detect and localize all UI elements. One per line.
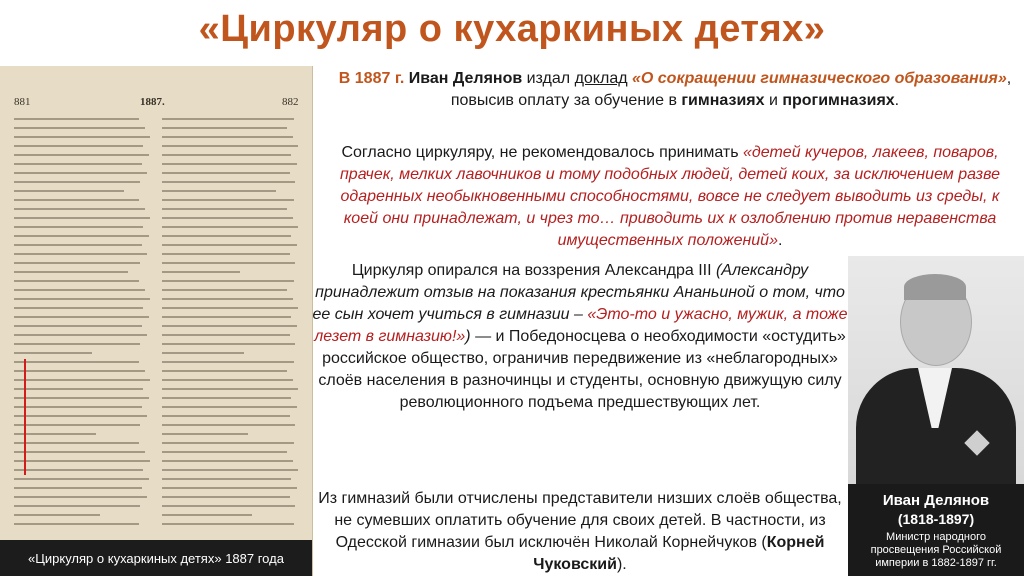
document-text-line <box>14 523 139 525</box>
document-text-line <box>162 505 295 507</box>
intro-and: и <box>764 92 783 109</box>
document-text-line <box>162 262 295 264</box>
document-text-line <box>14 271 128 273</box>
document-text-line <box>14 415 147 417</box>
document-text-line <box>162 307 298 309</box>
document-text-line <box>14 487 142 489</box>
document-text-line <box>14 298 150 300</box>
document-text-line <box>162 154 291 156</box>
document-text-line <box>162 118 294 120</box>
document-text-line <box>162 316 291 318</box>
document-text-line <box>14 172 147 174</box>
document-text-line <box>14 118 139 120</box>
intro-year: В 1887 г. <box>338 70 405 87</box>
portrait-role: Министр народного просвещения Российской империи в 1882-1897 гг. <box>870 531 1002 569</box>
document-text-line <box>162 127 287 129</box>
document-page-right: 882 <box>282 96 299 108</box>
basis-quote: «Это-то и ужасно, мужик, а тоже лезет в гимназию!» <box>314 306 848 345</box>
portrait-name: Иван Делянов <box>882 492 990 509</box>
document-text-line <box>14 307 143 309</box>
document-text-line <box>162 388 298 390</box>
document-text-line <box>14 316 149 318</box>
document-text-line <box>162 253 290 255</box>
document-text-line <box>14 217 150 219</box>
document-text-line <box>14 181 140 183</box>
document-text-line <box>162 334 290 336</box>
document-text-line <box>162 235 291 237</box>
document-text-line <box>162 280 294 282</box>
document-text-line <box>162 379 293 381</box>
expulsion-name: Корней Чуковский <box>533 534 825 573</box>
portrait-caption <box>848 484 1024 576</box>
portrait-years: (1818-1897) <box>897 511 975 527</box>
document-text-line <box>162 478 291 480</box>
document-text-line <box>14 127 145 129</box>
document-text-line <box>162 442 294 444</box>
intro-gymnasiums: гимназиях <box>681 92 765 109</box>
portrait-photo <box>848 256 1024 484</box>
document-text-line <box>14 343 140 345</box>
intro-name: Иван Делянов <box>404 70 523 87</box>
paragraph-intro <box>330 68 1020 112</box>
document-text-line <box>162 352 244 354</box>
expulsion-close: ). <box>616 556 627 573</box>
intro-text-2: , повысив оплату за обучение в <box>450 70 1012 109</box>
document-text-line <box>14 325 142 327</box>
document-text-line <box>162 136 293 138</box>
document-text-line <box>162 172 290 174</box>
document-text-line <box>14 370 145 372</box>
document-text-line <box>162 181 295 183</box>
document-text-line <box>14 280 139 282</box>
intro-period: . <box>894 92 900 109</box>
circular-lead: Согласно циркуляру, не рекомендовалось принимать <box>341 144 744 161</box>
document-text-line <box>14 442 139 444</box>
document-text-line <box>162 190 276 192</box>
document-text-line <box>14 505 140 507</box>
basis-aside-close: ) <box>465 328 471 345</box>
document-text-line <box>14 226 143 228</box>
document-text-line <box>162 163 297 165</box>
document-text-line <box>162 451 287 453</box>
basis-rest: — и Победоносцева о необходимости «остудить» российское общество, ограничив передвижение из «неблагородных» слоёв населения в разночинцы и студенты, основную движущую силу революционного подъема предшествующих лет. <box>318 328 846 411</box>
document-text-line <box>162 523 294 525</box>
document-text-line <box>14 406 142 408</box>
document-text-line <box>14 199 139 201</box>
basis-lead: Циркуляр опирался на воззрения Александра III <box>351 262 716 279</box>
document-text-line <box>14 244 142 246</box>
document-year: 1887. <box>140 96 165 108</box>
document-text-line <box>14 496 147 498</box>
document-text-line <box>14 469 143 471</box>
document-text-line <box>162 370 287 372</box>
slide-title: «Циркуляр о кухаркиных детях» <box>198 8 826 50</box>
document-text-line <box>162 343 295 345</box>
document-text-line <box>14 253 147 255</box>
document-text-line <box>14 145 143 147</box>
document-text-line <box>14 262 140 264</box>
circular-period: . <box>777 232 783 249</box>
document-text-line <box>162 424 295 426</box>
portrait-hair <box>904 274 966 300</box>
basis-aside: (Александру принадлежит отзыв на показания крестьянки Ананьиной о том, что ее сын хочет учиться в гимназии – <box>312 262 845 323</box>
document-text-line <box>14 361 139 363</box>
document-text-line <box>14 289 145 291</box>
document-text-line <box>162 145 298 147</box>
document-text-line <box>14 460 150 462</box>
document-text-line <box>162 271 240 273</box>
document-text-line <box>162 487 297 489</box>
document-text-line <box>162 469 298 471</box>
paragraph-expulsion <box>312 488 848 576</box>
document-text-line <box>162 208 287 210</box>
intro-progymnasiums: прогимназиях <box>782 92 895 109</box>
document-column-right <box>162 118 298 532</box>
document-page-left: 881 <box>14 96 31 108</box>
document-text-line <box>162 415 290 417</box>
document-text-line <box>162 325 297 327</box>
document-text-line <box>162 217 293 219</box>
intro-text: издал <box>522 70 575 87</box>
document-text-line <box>14 478 149 480</box>
document-text-line <box>14 433 96 435</box>
document-text-line <box>162 514 252 516</box>
archival-document-image <box>0 66 313 576</box>
document-text-line <box>162 361 294 363</box>
document-text-line <box>14 514 100 516</box>
document-text-line <box>14 388 143 390</box>
document-text-line <box>14 397 149 399</box>
document-text-line <box>162 460 293 462</box>
document-text-line <box>14 334 147 336</box>
document-text-line <box>14 154 149 156</box>
document-text-line <box>162 496 290 498</box>
document-caption: «Циркуляр о кухаркиных детях» 1887 года <box>0 540 312 576</box>
document-text-line <box>14 451 145 453</box>
document-header <box>0 96 312 110</box>
document-text-line <box>14 136 150 138</box>
document-text-line <box>14 208 145 210</box>
document-text-line <box>162 289 287 291</box>
intro-report-title: «О сокращении гимназического образования» <box>627 70 1007 87</box>
document-text-line <box>162 226 298 228</box>
document-text-line <box>162 244 297 246</box>
document-text-line <box>14 424 140 426</box>
document-text-line <box>162 199 294 201</box>
document-text-line <box>14 379 150 381</box>
document-text-line <box>14 352 92 354</box>
document-text-line <box>162 433 248 435</box>
paragraph-circular <box>322 142 1018 252</box>
document-highlight-marker <box>24 359 26 475</box>
document-text-line <box>14 163 142 165</box>
document-text-line <box>14 235 149 237</box>
paragraph-basis <box>312 260 848 414</box>
document-text-line <box>162 397 291 399</box>
document-text-line <box>162 406 297 408</box>
intro-report-label: доклад <box>574 70 628 87</box>
document-text-line <box>14 190 124 192</box>
expulsion-text: Из гимназий были отчислены представители низших слоёв общества, не сумевших оплатить обучение для своих детей. В частности, из Одесской гимназии был исключён Николай Корнейчуков ( <box>318 490 842 551</box>
document-column-left <box>14 118 150 532</box>
circular-quote: «детей кучеров, лакеев, поваров, прачек, мелких лавочников и тому подобных людей, детей коих, за исключением разве одаренных необыкновенными способностями, вовсе не следует выводить из среды, к коей они принадлежат, и чрез то… приводить их к озлоблению против неравенства имущественных положений» <box>340 144 1000 249</box>
document-text-line <box>162 298 293 300</box>
